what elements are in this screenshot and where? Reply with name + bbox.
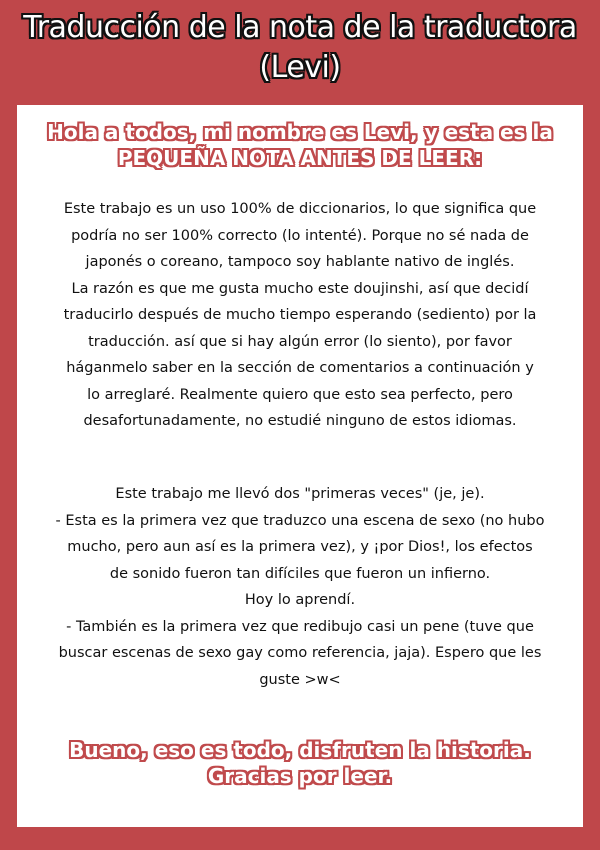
- text-line: mucho, pero aun así es la primera vez), y ¡por Dios!, los efectos: [67, 539, 533, 555]
- note-heading: [17, 119, 583, 171]
- note-closing: [17, 737, 583, 789]
- text-line: podría no ser 100% correcto (lo intenté). Porque no sé nada de: [71, 227, 529, 244]
- text-line: japonés o coreano, tampoco soy hablante nativo de inglés.: [85, 254, 515, 270]
- note-paragraph-2: [31, 481, 569, 693]
- note-closing-line: Bueno, eso es todo, disfruten la historia.: [69, 738, 531, 762]
- page-title-line: Traducción de la nota de la traductora: [23, 10, 577, 45]
- text-line: Hoy lo aprendí.: [244, 592, 356, 608]
- text-line: Este trabajo me llevó dos "primeras veces" (je, je).: [115, 486, 485, 502]
- page-title-line: (Levi): [259, 50, 341, 85]
- text-line: La razón es que me gusta mucho este doujinshi, así que decidí: [71, 280, 529, 297]
- text-line: - Esta es la primera vez que traduzco una escena de sexo (no hubo: [55, 512, 545, 529]
- text-line: traducirlo después de mucho tiempo esperando (sediento) por la: [63, 307, 537, 323]
- note-closing-line: Gracias por leer.: [207, 764, 393, 788]
- text-line: Este trabajo es un uso 100% de diccionarios, lo que significa que: [63, 201, 537, 217]
- note-heading-line: PEQUEÑA NOTA ANTES DE LEER:: [117, 146, 483, 170]
- page-title: [0, 8, 600, 88]
- text-line: buscar escenas de sexo gay como referencia, jaja). Espero que les: [58, 645, 542, 661]
- note-paragraph-1: [31, 196, 569, 435]
- text-line: háganmelo saber en la sección de comentarios a continuación y: [66, 360, 534, 376]
- text-line: de sonido fueron tan difíciles que fueron un infierno.: [109, 565, 491, 582]
- note-heading-line: Hola a todos, mi nombre es Levi, y esta es la: [47, 120, 553, 144]
- text-line: traducción. así que si hay algún error (lo siento), por favor: [88, 333, 512, 350]
- text-line: lo arreglaré. Realmente quiero que esto sea perfecto, pero: [87, 386, 513, 403]
- text-line: desafortunadamente, no estudié ninguno de estos idiomas.: [83, 413, 517, 429]
- text-line: - También es la primera vez que redibujo casi un pene (tuve que: [66, 618, 534, 635]
- note-panel: [17, 105, 583, 827]
- text-line: guste >w<: [259, 671, 341, 688]
